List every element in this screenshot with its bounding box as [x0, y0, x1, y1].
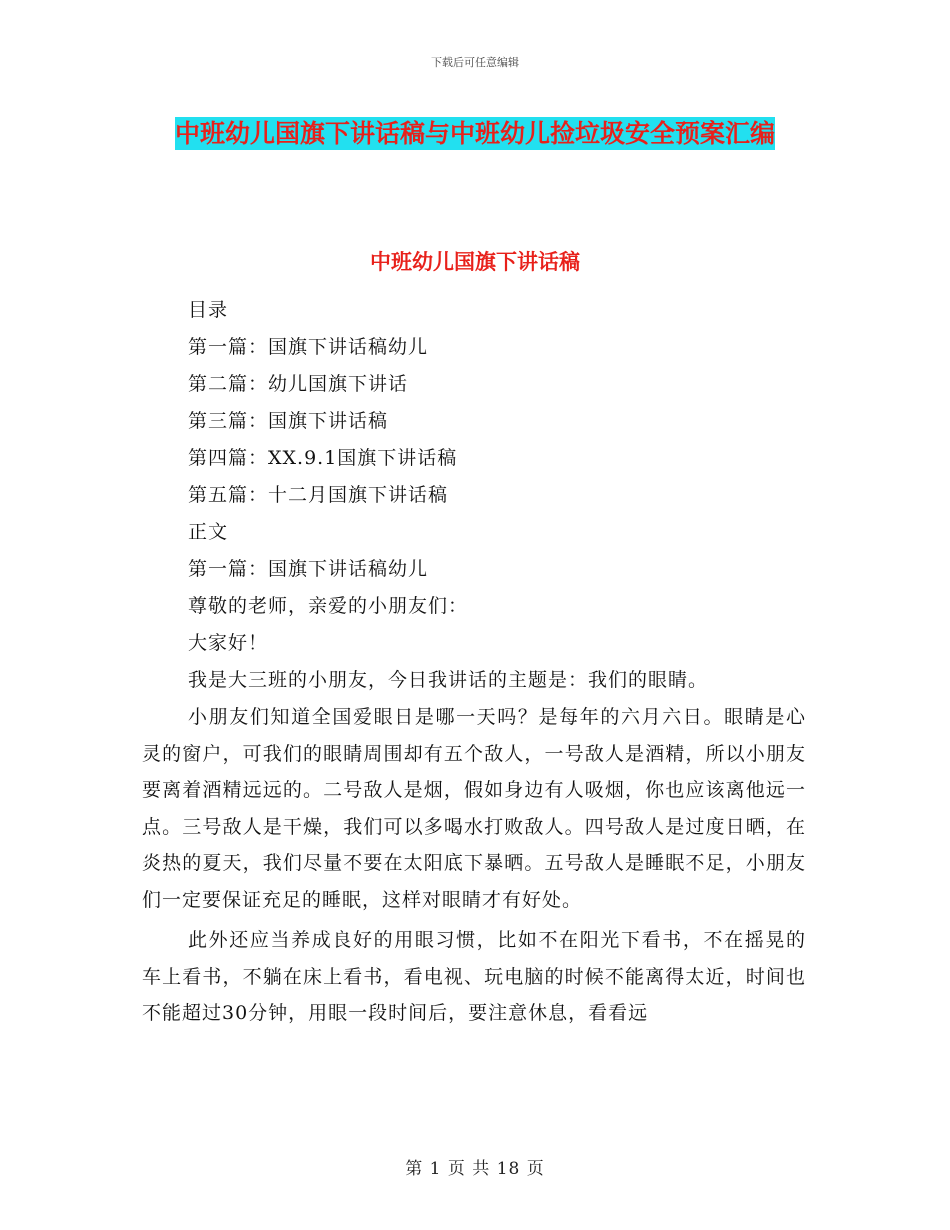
section-title: 第一篇：国旗下讲话稿幼儿: [188, 558, 429, 580]
toc-item: 第一篇：国旗下讲话稿幼儿: [188, 336, 429, 358]
toc-heading: 目录: [188, 299, 229, 321]
section-subtitle: 中班幼儿国旗下讲话稿: [370, 250, 580, 274]
greeting-line: 尊敬的老师，亲爱的小朋友们：: [188, 595, 469, 617]
document-title: [140, 110, 810, 158]
header-note: 下载后可任意编辑: [431, 56, 519, 69]
toc-item: 第二篇：幼儿国旗下讲话: [188, 373, 409, 395]
body-paragraph: 此外还应当养成良好的用眼习惯，比如不在阳光下看书，不在摇晃的车上看书，不躺在床上看书，看电视、玩电脑的时候不能离得太近，时间也不能超过30分钟，用眼一段时间后，要注意休息，看看远: [142, 929, 806, 1024]
page-number: 第 1 页 共 18 页: [405, 1159, 545, 1179]
toc-item: 第三篇：国旗下讲话稿: [188, 410, 389, 432]
document-content: [142, 292, 806, 1036]
intro-line: 我是大三班的小朋友，今日我讲话的主题是：我们的眼睛。: [188, 669, 709, 691]
toc-item: 第五篇：十二月国旗下讲话稿: [188, 484, 449, 506]
body-paragraph: 小朋友们知道全国爱眼日是哪一天吗？是每年的六月六日。眼睛是心灵的窗户，可我们的眼睛周围却有五个敌人，一号敌人是酒精，所以小朋友要离着酒精远远的。二号敌人是烟，假如身边有人吸烟，你也应该离他远一点。三号敌人是干燥，我们可以多喝水打败敌人。四号敌人是过度日晒，在炎热的夏天，我们尽量不要在太阳底下暴晒。五号敌人是睡眠不足，小朋友们一定要保证充足的睡眠，这样对眼睛才有好处。: [142, 706, 806, 911]
document-title-text: 中班幼儿国旗下讲话稿与中班幼儿捡垃圾安全预案汇编: [174, 119, 775, 148]
toc-item: 第四篇：XX.9.1国旗下讲话稿: [188, 447, 458, 469]
hello-line: 大家好！: [188, 632, 269, 654]
body-heading: 正文: [188, 521, 229, 543]
